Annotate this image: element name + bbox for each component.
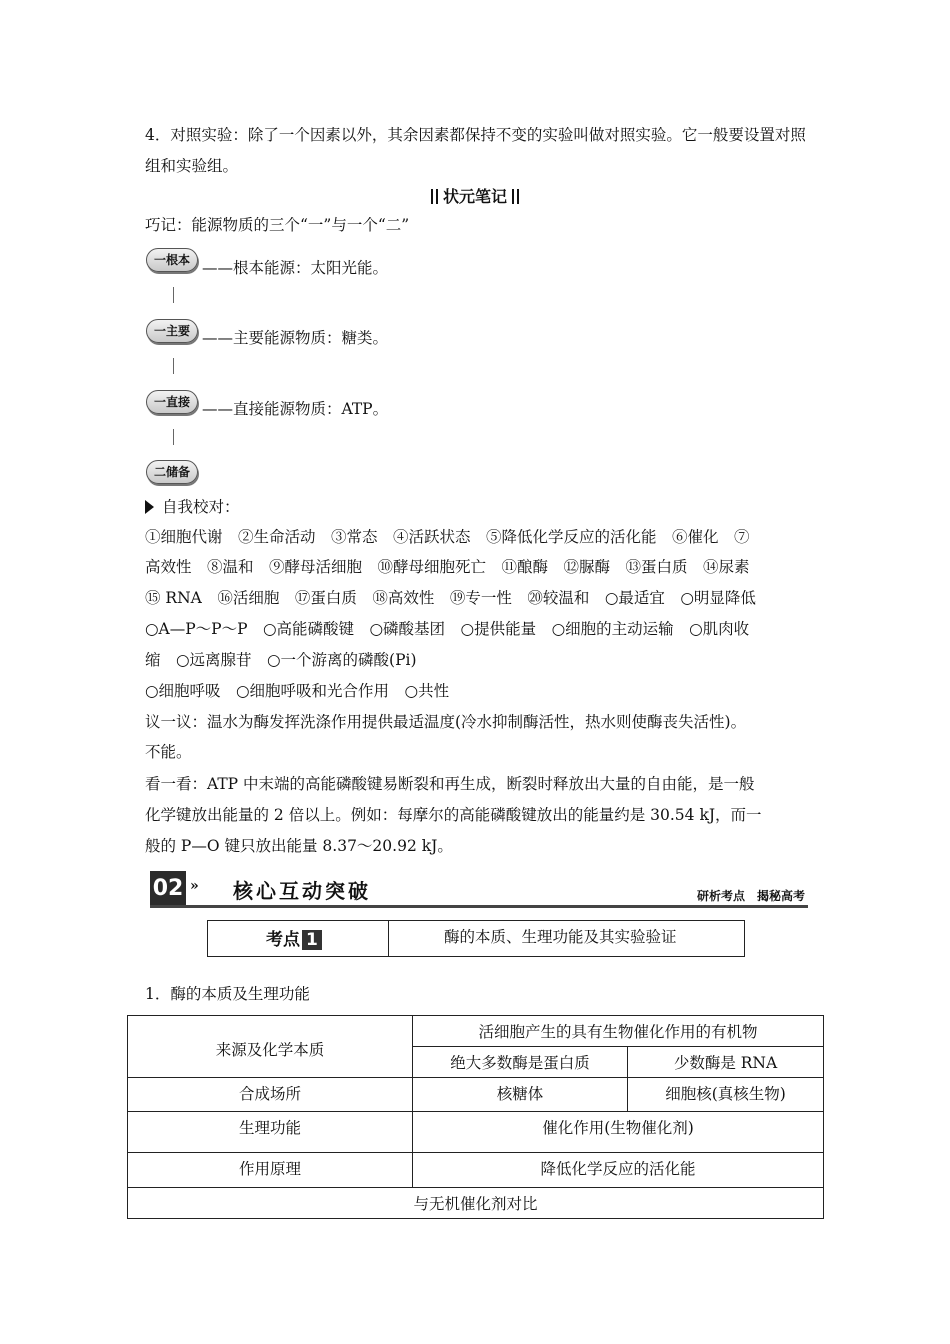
section-number: 02 <box>150 871 186 907</box>
topic-label <box>266 925 322 950</box>
paragraph-control-experiment: 4．对照实验：除了一个因素以外，其余因素都保持不变的实验叫做对照实验。它一般要设置对照组和实验组。 <box>145 126 806 175</box>
section-raquo: » <box>190 878 199 894</box>
section-rule <box>150 905 808 908</box>
self-check-line: 高效性 ⑧温和 ⑨酵母活细胞 ⑩酵母细胞死亡 ⑪酿酶 ⑫脲酶 ⑬蛋白质 ⑭尿素 <box>145 558 750 576</box>
self-check-line: ○细胞呼吸 ○细胞呼吸和光合作用 ○共性 <box>145 682 450 700</box>
enzyme-table <box>127 1015 824 1219</box>
badge-direct: 一直接 <box>146 390 198 414</box>
section-title: 核心互动突破 <box>233 879 371 903</box>
table-cell: 少数酶是 RNA <box>628 1047 824 1078</box>
note-item-text: ——根本能源：太阳光能。 <box>202 259 389 277</box>
self-check-heading <box>145 497 240 517</box>
topic-text: 酶的本质、生理功能及其实验验证 <box>444 928 677 946</box>
section-subtitle: 研析考点 揭秘高考 <box>696 889 805 903</box>
connector-line <box>173 429 174 445</box>
discuss-line: 不能。 <box>145 743 192 761</box>
note-item-text: ——主要能源物质：糖类。 <box>202 329 389 347</box>
table-cell: 活细胞产生的具有生物催化作用的有机物 <box>413 1016 824 1047</box>
table-cell: 合成场所 <box>128 1078 413 1112</box>
look-line: 化学键放出能量的 2 倍以上。例如：每摩尔的高能磷酸键放出的能量约是 30.54 kJ，而一 <box>145 806 762 824</box>
bar-icon <box>512 189 519 204</box>
table-cell: 细胞核(真核生物) <box>628 1078 824 1112</box>
connector-line <box>173 358 174 374</box>
self-check-line: ①细胞代谢 ②生命活动 ③常态 ④活跃状态 ⑤降低化学反应的活化能 ⑥催化 ⑦ <box>145 528 750 546</box>
note-tip: 巧记：能源物质的三个“一”与一个“二” <box>145 216 410 234</box>
subsection-title: 1．酶的本质及生理功能 <box>145 985 310 1003</box>
arrow-right-icon <box>145 500 154 514</box>
self-check-line: 缩 ○远离腺苷 ○一个游离的磷酸(Pi) <box>145 651 417 669</box>
look-line: 看一看：ATP 中末端的高能磷酸键易断裂和再生成，断裂时释放出大量的自由能，是一般 <box>145 775 755 793</box>
topic-label-text: 考点 <box>266 930 300 950</box>
look-line: 般的 P—O 键只放出能量 8.37～20.92 kJ。 <box>145 837 453 855</box>
topic-divider <box>388 921 389 956</box>
self-check-line: ○A—P～P～P ○高能磷酸键 ○磷酸基团 ○提供能量 ○细胞的主动运输 ○肌肉收 <box>145 620 750 638</box>
self-check-line: ⑮ RNA ⑯活细胞 ⑰蛋白质 ⑱高效性 ⑲专一性 ⑳较温和 ○最适宜 ○明显降低 <box>145 589 756 607</box>
topic-number: 1 <box>302 930 322 950</box>
table-cell: 绝大多数酶是蛋白质 <box>413 1047 628 1078</box>
table-cell: 生理功能 <box>128 1112 413 1153</box>
table-cell: 催化作用(生物催化剂) <box>413 1112 824 1153</box>
badge-root: 一根本 <box>146 248 198 272</box>
note-item-text: ——直接能源物质：ATP。 <box>202 400 389 418</box>
connector-line <box>173 287 174 303</box>
table-cell: 降低化学反应的活化能 <box>413 1153 824 1188</box>
table-cell: 核糖体 <box>413 1078 628 1112</box>
badge-storage: 二储备 <box>146 460 198 484</box>
table-cell: 作用原理 <box>128 1153 413 1188</box>
table-cell: 与无机催化剂对比 <box>128 1188 824 1219</box>
note-title: 状元笔记 <box>442 187 507 206</box>
table-cell: 来源及化学本质 <box>128 1016 413 1078</box>
topic-box <box>207 920 745 957</box>
bar-icon <box>431 189 438 204</box>
badge-main: 一主要 <box>146 319 198 343</box>
self-check-title: 自我校对： <box>162 498 240 516</box>
note-heading <box>0 184 950 207</box>
discuss-line: 议一议：温水为酶发挥洗涤作用提供最适温度(冷水抑制酶活性，热水则使酶丧失活性)。 <box>145 713 747 731</box>
